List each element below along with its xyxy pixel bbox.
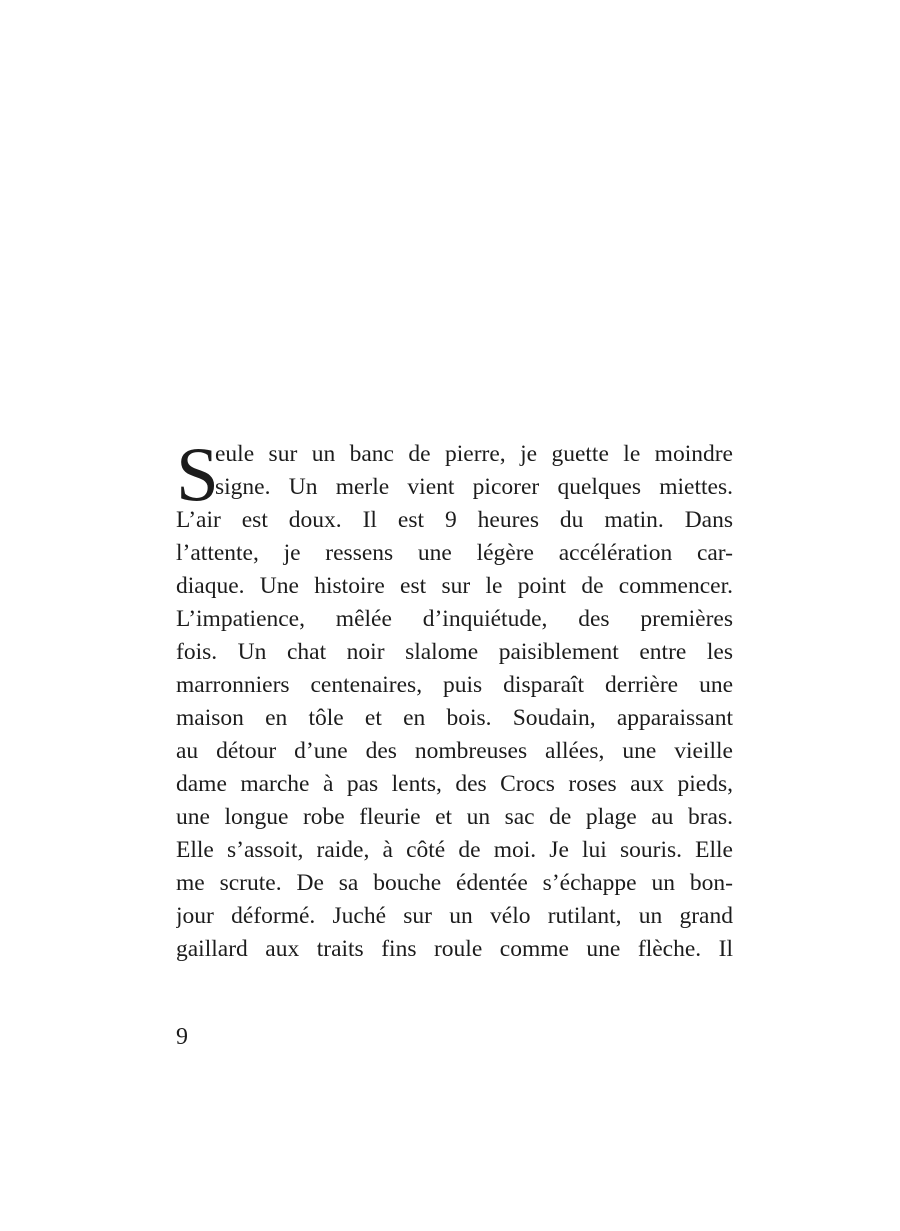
text-line: marronniers centenaires, puis disparaît derrière une [176,672,733,698]
text-line: eule sur un banc de pierre, je guette le moindre [215,441,733,467]
text-line: une longue robe fleurie et un sac de plage au bras. [176,804,733,830]
text-line: Elle s’assoit, raide, à côté de moi. Je lui souris. Elle [176,837,733,863]
text-line: l’attente, je ressens une légère accélération car- [176,540,733,566]
text-line: L’air est doux. Il est 9 heures du matin. Dans [176,507,733,533]
text-line: signe. Un merle vient picorer quelques miettes. [215,474,733,500]
text-line: diaque. Une histoire est sur le point de commencer. [176,573,733,599]
paragraph-lines [176,431,733,966]
paragraph [176,431,733,966]
drop-cap: S [176,431,219,517]
text-line: jour déformé. Juché sur un vélo rutilant, un grand [176,903,733,929]
page-number: 9 [176,1024,188,1050]
text-line: L’impatience, mêlée d’inquiétude, des premières [176,606,733,632]
text-line: me scrute. De sa bouche édentée s’échappe un bon- [176,870,733,896]
text-line: dame marche à pas lents, des Crocs roses aux pieds, [176,771,733,797]
text-line: au détour d’une des nombreuses allées, une vieille [176,738,733,764]
text-line: fois. Un chat noir slalome paisiblement entre les [176,639,733,665]
text-line: gaillard aux traits fins roule comme une flèche. Il [176,936,733,962]
text-line: maison en tôle et en bois. Soudain, apparaissant [176,705,733,731]
